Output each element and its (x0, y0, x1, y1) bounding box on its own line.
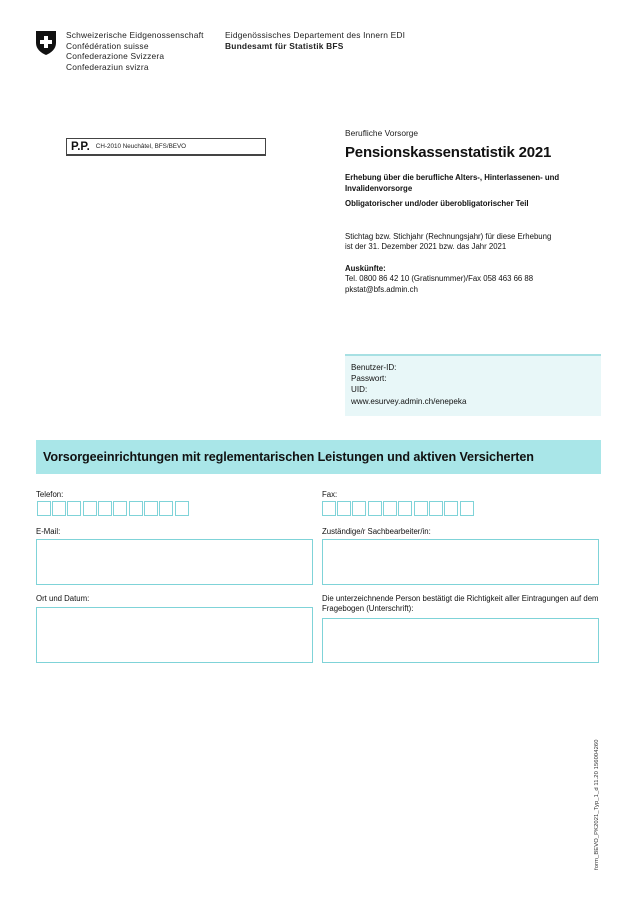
signature-label: Die unterzeichnende Person bestätigt die Richtigkeit aller Eintragungen auf dem Fragebogen (Unterschrift): (322, 594, 599, 614)
reference-date-note: Stichtag bzw. Stichjahr (Rechnungsjahr) für diese Erhebung ist der 31. Dezember 2021 bzw. das Jahr 2021 (345, 231, 552, 251)
place-date-field[interactable] (36, 607, 313, 663)
esurvey-url[interactable]: www.esurvey.admin.ch/enepeka (351, 396, 467, 406)
form-code: form_BEVO_PK2021_Typ_1_d 11.20 156004260 (594, 739, 600, 870)
user-id-label: Benutzer-ID: (351, 363, 397, 372)
fax-digit[interactable] (337, 501, 351, 516)
confederation-name-de: Schweizerische Eidgenossenschaft (66, 30, 204, 40)
fax-digit[interactable] (383, 501, 397, 516)
email-label: E-Mail: (36, 527, 61, 536)
survey-subtitle: Erhebung über die berufliche Alters-, Hinterlassenen- und Invalidenvorsorge (345, 173, 560, 193)
fax-digit[interactable] (414, 501, 428, 516)
clerk-field[interactable] (322, 539, 599, 585)
phone-digit[interactable] (113, 501, 127, 516)
survey-kind: Berufliche Vorsorge (345, 128, 419, 138)
place-date-label: Ort und Datum: (36, 594, 90, 603)
contact-heading: Auskünfte: (345, 263, 386, 273)
confederation-name-it: Confederazione Svizzera (66, 51, 165, 61)
phone-digit[interactable] (98, 501, 112, 516)
office-name: Bundesamt für Statistik BFS (225, 40, 344, 51)
pp-address: CH-2010 Neuchâtel, BFS/BEVO (95, 143, 187, 150)
fax-digit[interactable] (444, 501, 458, 516)
signature-field[interactable] (322, 618, 599, 663)
password-label: Passwort: (351, 374, 387, 384)
fax-digit[interactable] (429, 501, 443, 516)
phone-digit[interactable] (129, 501, 143, 516)
phone-digit[interactable] (37, 501, 51, 516)
phone-digit[interactable] (52, 501, 66, 516)
contact-email: pkstat@bfs.admin.ch (345, 284, 418, 294)
email-field[interactable] (36, 539, 313, 585)
fax-label: Fax: (322, 490, 338, 499)
fax-digit[interactable] (352, 501, 366, 516)
department-name: Eidgenössisches Departement des Innern EDI (225, 30, 406, 40)
survey-scope: Obligatorischer und/oder überobligatorischer Teil (345, 199, 529, 208)
credentials-panel (345, 354, 601, 416)
pp-mark: P.P. (71, 140, 90, 153)
contact-phone-fax: Tel. 0800 86 42 10 (Gratisnummer)/Fax 058 463 66 88 (345, 274, 534, 283)
swiss-crest-icon (35, 30, 57, 56)
phone-digit[interactable] (175, 501, 189, 516)
phone-digit[interactable] (83, 501, 97, 516)
fax-digit[interactable] (322, 501, 336, 516)
phone-label: Telefon: (36, 490, 64, 499)
fax-digit-boxes[interactable] (322, 501, 475, 516)
clerk-label: Zuständige/r Sachbearbeiter/in: (322, 527, 431, 536)
fax-digit[interactable] (460, 501, 474, 516)
survey-title: Pensionskassenstatistik 2021 (345, 144, 552, 161)
confederation-names (66, 30, 204, 72)
section-title-bar (36, 440, 601, 474)
fax-digit[interactable] (398, 501, 412, 516)
phone-digit-boxes[interactable] (37, 501, 190, 516)
phone-digit[interactable] (159, 501, 173, 516)
uid-label: UID: (351, 385, 368, 395)
phone-digit[interactable] (67, 501, 81, 516)
pp-address-box (66, 138, 266, 156)
confederation-name-rm: Confederaziun svizra (66, 61, 149, 72)
department-block (225, 30, 405, 51)
fax-digit[interactable] (368, 501, 382, 516)
confederation-name-fr: Confédération suisse (66, 40, 149, 51)
survey-intro (345, 128, 605, 295)
phone-digit[interactable] (144, 501, 158, 516)
section-title: Vorsorgeeinrichtungen mit reglementarischen Leistungen und aktiven Versicherten (43, 450, 534, 464)
